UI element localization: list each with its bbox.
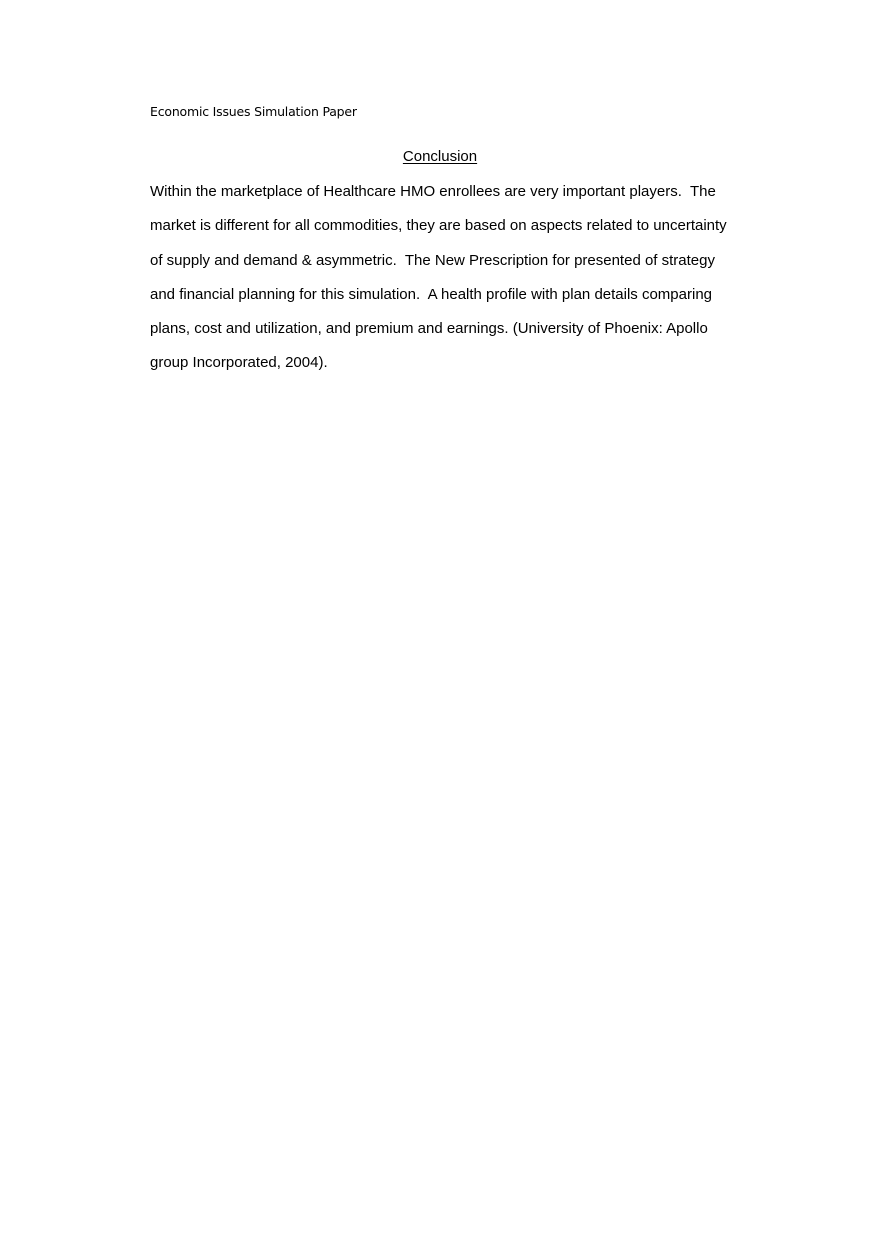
running-header: Economic Issues Simulation Paper <box>150 104 357 119</box>
paragraph-line: market is different for all commodities, they are based on aspects related to uncertainty <box>150 217 727 235</box>
paragraph-line: and financial planning for this simulation. A health profile with plan details comparing <box>150 285 713 303</box>
conclusion-paragraph <box>150 175 740 381</box>
paragraph-line: of supply and demand & asymmetric. The New Prescription for presented of strategy <box>150 251 715 269</box>
paragraph-line: Within the marketplace of Healthcare HMO enrollees are very important players. The <box>150 183 716 200</box>
section-heading <box>150 148 730 165</box>
section-title: Conclusion <box>402 148 478 165</box>
paragraph-line: group Incorporated, 2004). <box>150 354 328 372</box>
paragraph-line: plans, cost and utilization, and premium and earnings. (University of Phoenix: Apollo <box>150 320 708 338</box>
